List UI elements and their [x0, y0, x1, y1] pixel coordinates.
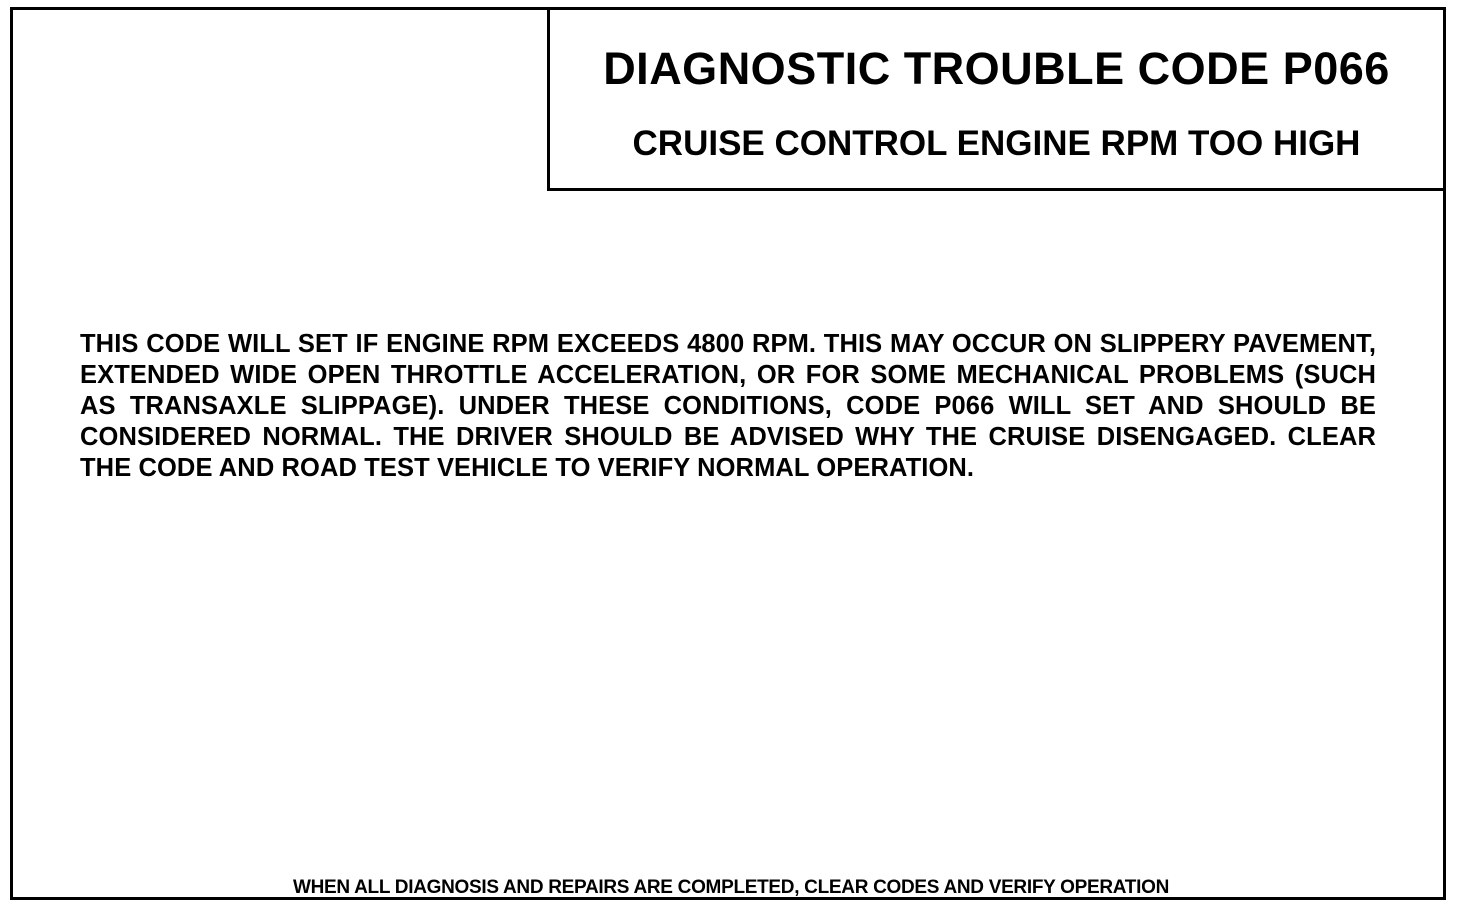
- title-box: [547, 7, 1446, 191]
- description-paragraph: THIS CODE WILL SET IF ENGINE RPM EXCEEDS 4800 RPM. THIS MAY OCCUR ON SLIPPERY PAVEMENT, EXTENDED WIDE OPEN THROTTLE ACCELERATION, OR FOR SOME MECHANICAL PROBLEMS (SUCH AS TRANSAXLE SLIPPAGE). UNDER THESE CONDITIONS, CODE P066 WILL SET AND SHOULD BE CONSIDERED NORMAL. THE DRIVER SHOULD BE ADVISED WHY THE CRUISE DISENGAGED. CLEAR THE CODE AND ROAD TEST VEHICLE TO VERIFY NORMAL OPERATION.: [80, 330, 1376, 482]
- footer-note: WHEN ALL DIAGNOSIS AND REPAIRS ARE COMPLETED, CLEAR CODES AND VERIFY OPERATION: [293, 877, 1169, 898]
- page-title: DIAGNOSTIC TROUBLE CODE P066: [603, 43, 1390, 94]
- page-subtitle: CRUISE CONTROL ENGINE RPM TOO HIGH: [632, 124, 1361, 163]
